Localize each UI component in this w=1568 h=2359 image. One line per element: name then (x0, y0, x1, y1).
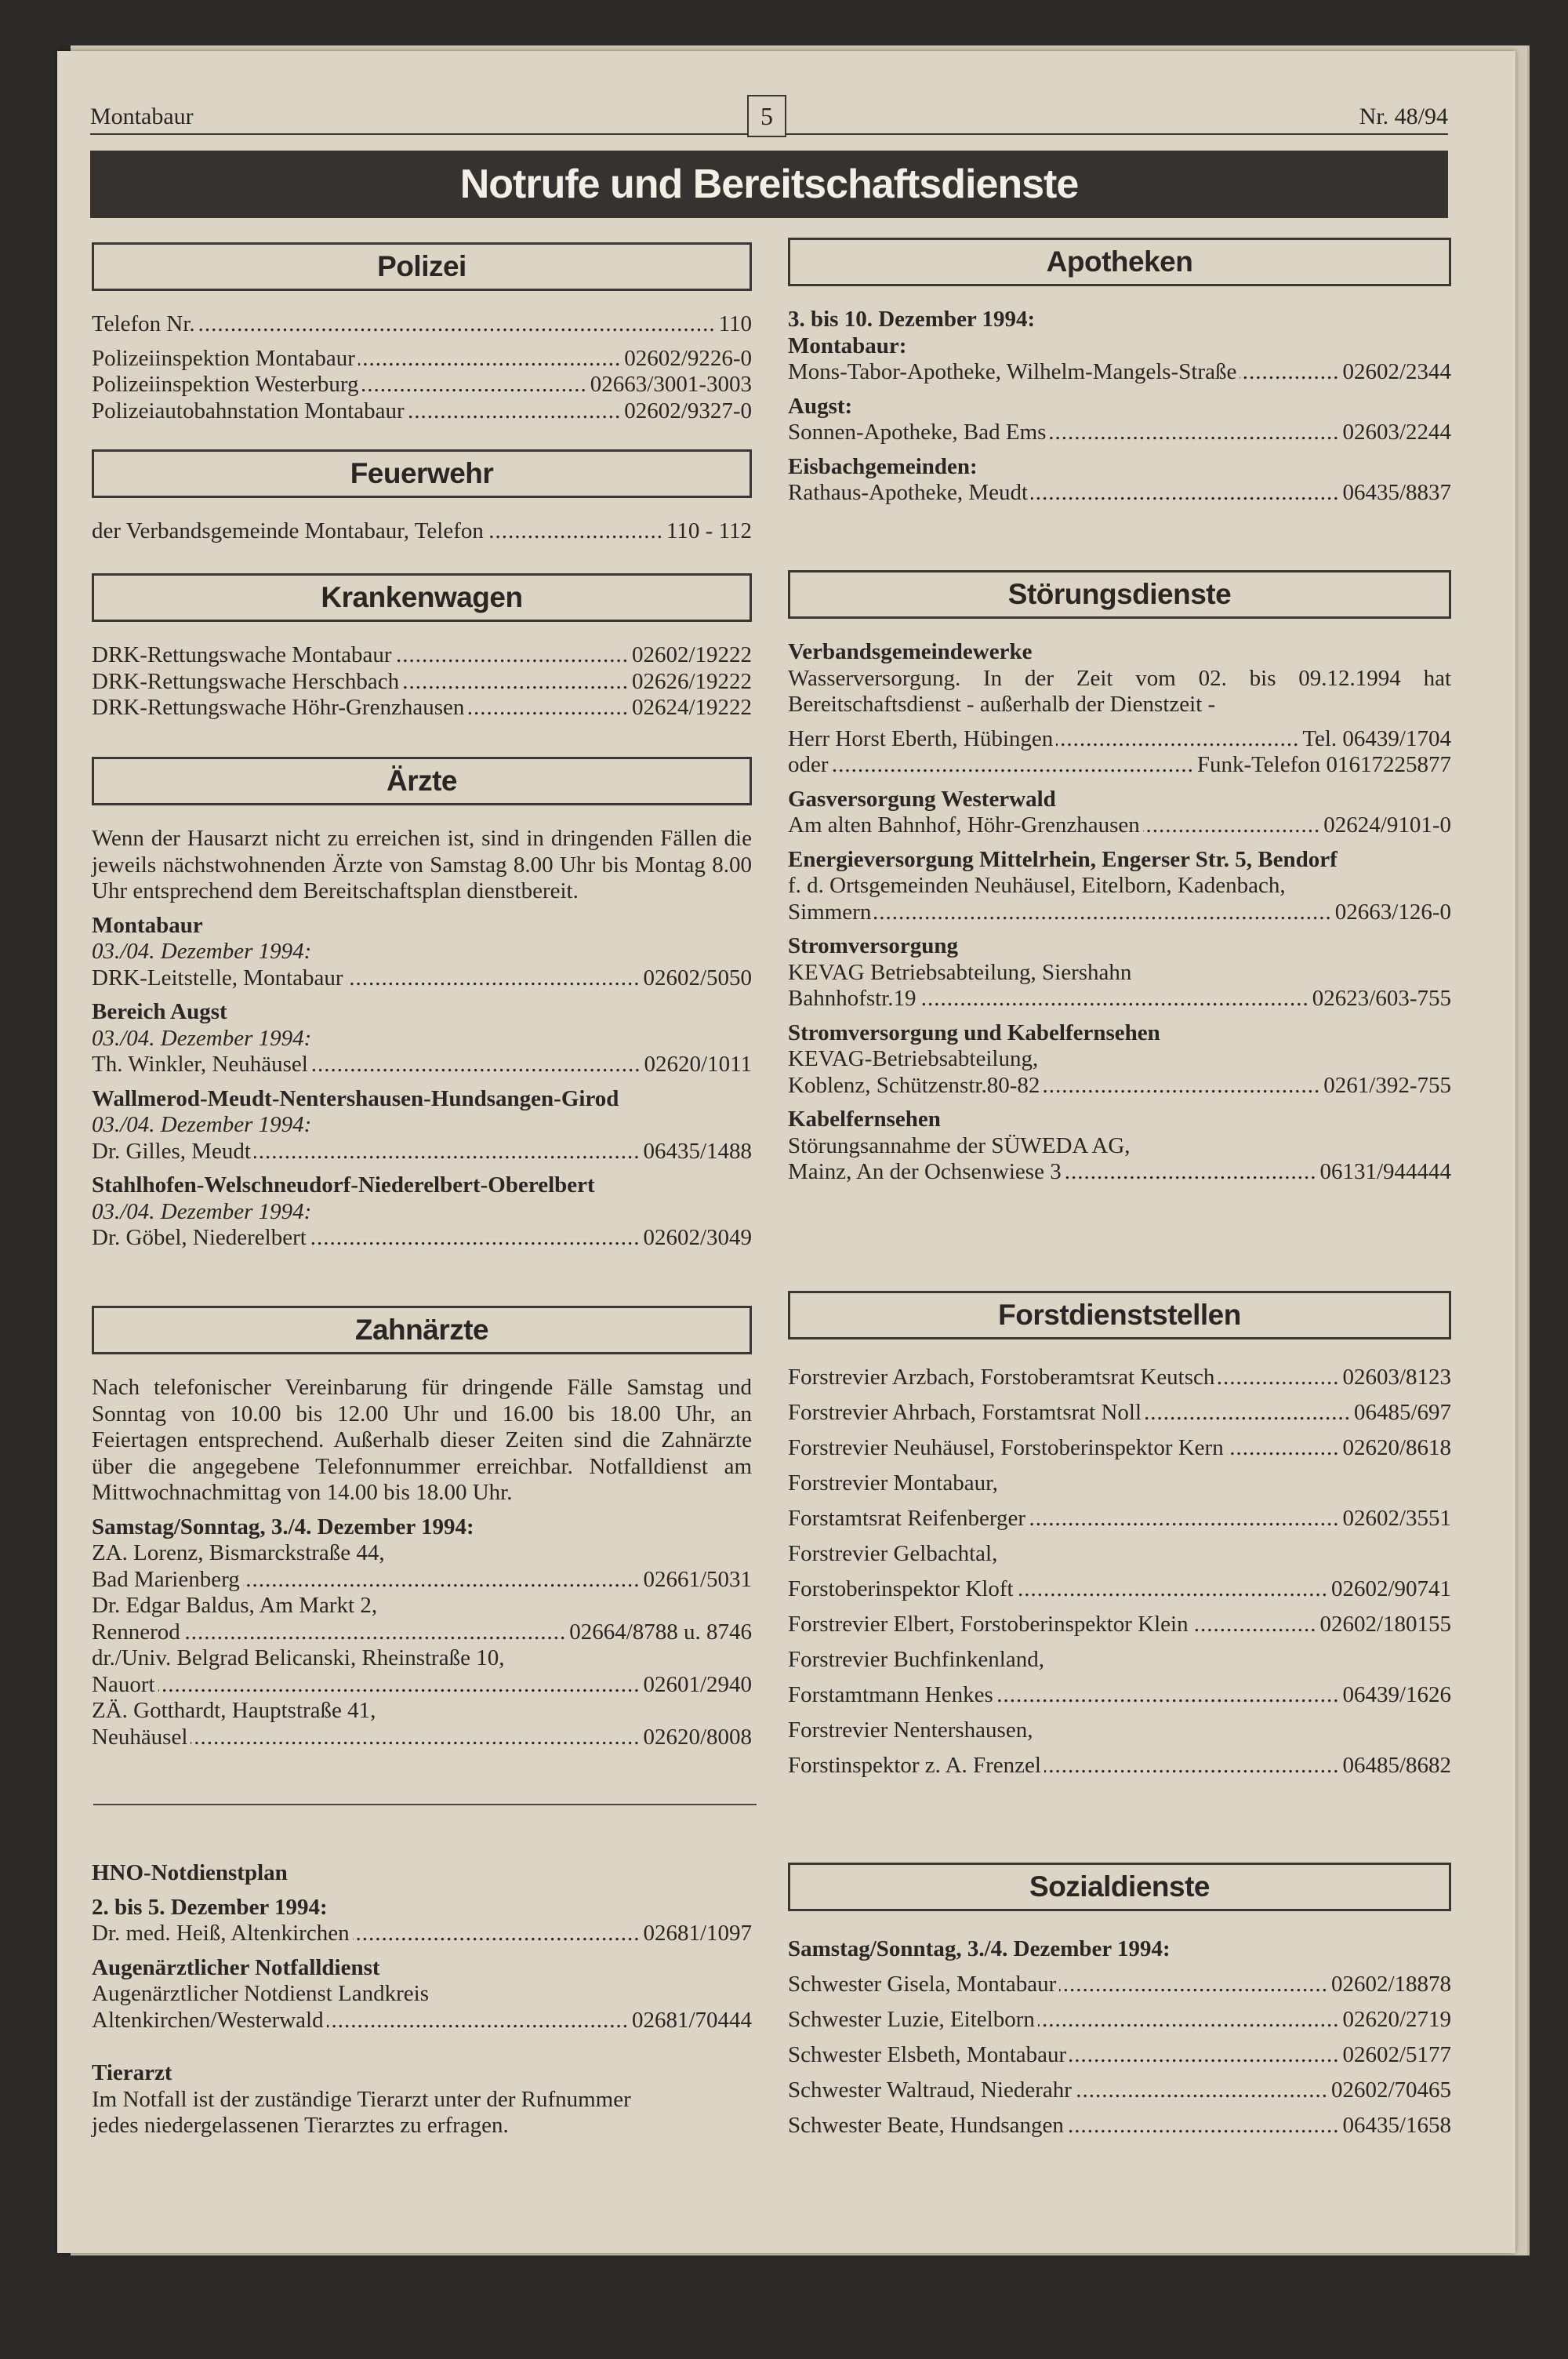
entry-label: Forstrevier Elbert, Forstoberinspektor Klein (788, 1612, 1189, 1637)
entry-label: Forstamtsrat Reifenberger (788, 1506, 1026, 1531)
directory-entry (788, 1967, 1451, 2002)
section-heading: Krankenwagen (92, 573, 752, 622)
dot-leader (327, 2008, 629, 2034)
directory-entry (92, 1225, 752, 1252)
entry-label: Simmern (788, 899, 872, 925)
phone-number: 02602/5177 (1342, 2042, 1451, 2067)
dot-leader (358, 346, 621, 373)
dot-leader (1029, 1501, 1339, 1536)
entry-label: Forstinspektor z. A. Frenzel (788, 1753, 1041, 1778)
phone-number: 06131/944444 (1319, 1159, 1451, 1184)
directory-entry (92, 1921, 752, 1947)
text-line: Forstrevier Gelbachtal, (788, 1541, 998, 1566)
phone-number: 06485/697 (1353, 1400, 1451, 1425)
dot-leader (158, 1672, 641, 1699)
dot-leader (408, 398, 622, 425)
dot-leader (1143, 812, 1321, 839)
dot-leader (191, 1725, 640, 1751)
subheading: Stromversorgung (788, 933, 958, 958)
dot-leader (996, 1677, 1340, 1713)
phone-number: 02624/19222 (631, 695, 752, 720)
section-feuerwehr (92, 449, 752, 545)
section-heading: Ärzte (92, 757, 752, 805)
directory-entry (92, 518, 752, 545)
entry-label: Polizeiinspektion Westerburg (92, 372, 359, 397)
entry-label: Schwester Elsbeth, Montabaur (788, 2042, 1067, 2067)
dot-leader (467, 695, 629, 722)
section-heading: Zahnärzte (92, 1306, 752, 1354)
phone-number: 110 (718, 311, 752, 336)
section-rzte (92, 757, 752, 1252)
dot-leader (1044, 1748, 1339, 1783)
entry-label: Altenkirchen/Westerwald (92, 2007, 324, 2033)
section-misc (92, 1860, 752, 2139)
entry-label: Bad Marienberg (92, 1566, 240, 1592)
entry-label: Bahnhofstr.19 (788, 986, 916, 1011)
subheading: 3. bis 10. Dezember 1994: (788, 307, 1036, 332)
paragraph: Wasserversorgung. In der Zeit vom 02. bis 09.12.1994 hat Bereitschaftsdienst - außerhalb der Dienstzeit - (788, 665, 1451, 717)
subheading: Montabaur: (788, 333, 907, 358)
directory-entry (92, 372, 752, 398)
phone-number: 02620/8618 (1342, 1435, 1451, 1460)
entry-label: Schwester Luzie, Eitelborn (788, 2007, 1035, 2032)
directory-entry (92, 965, 752, 992)
subheading: 2. bis 5. Dezember 1994: (92, 1894, 328, 1920)
text-line: Im Notfall ist der zuständige Tierarzt unter der Rufnummer (92, 2086, 631, 2112)
text-line: Forstrevier Buchfinkenland, (788, 1647, 1044, 1672)
dot-leader (1192, 1607, 1317, 1642)
phone-number: 02620/2719 (1342, 2007, 1451, 2032)
phone-number: 02602/70465 (1330, 2077, 1451, 2103)
section-zahnrzte (92, 1306, 752, 1750)
phone-number: 02602/19222 (631, 642, 752, 667)
directory-entry (788, 1572, 1451, 1607)
directory-entry (788, 900, 1451, 926)
dot-leader (1067, 2108, 1340, 2143)
dot-leader (362, 372, 587, 398)
entry-label: Rennerod (92, 1619, 180, 1645)
page-title: Notrufe und Bereitschaftsdienste (90, 151, 1448, 218)
dot-leader (183, 1619, 566, 1646)
entry-label: Koblenz, Schützenstr.80-82 (788, 1072, 1040, 1098)
entry-label: Mons-Tabor-Apotheke, Wilhelm-Mangels-Straße (788, 359, 1237, 384)
dot-leader (1075, 2073, 1328, 2108)
entry-label: der Verbandsgemeinde Montabaur, Telefon (92, 518, 484, 543)
text-line: KEVAG Betriebsabteilung, Siershahn (788, 959, 1132, 985)
subheading: Energieversorgung Mittelrhein, Engerser Str. 5, Bendorf (788, 846, 1338, 872)
entry-label: Dr. med. Heiß, Altenkirchen (92, 1921, 350, 1946)
entry-label: Schwester Waltraud, Niederahr (788, 2077, 1072, 2103)
entry-label: Forstrevier Ahrbach, Forstamtsrat Noll (788, 1400, 1142, 1425)
phone-number: 02602/3049 (643, 1225, 752, 1250)
directory-entry (788, 1677, 1451, 1713)
phone-number: 02681/1097 (643, 1921, 752, 1946)
text-line: Forstrevier Nentershausen, (788, 1717, 1033, 1743)
dot-leader (1240, 359, 1339, 386)
directory-entry (788, 1073, 1451, 1100)
text-line: ZÄ. Gotthardt, Hauptstraße 41, (92, 1698, 376, 1723)
subheading: Augenärztlicher Notfalldienst (92, 1954, 380, 1980)
directory-entry (788, 1159, 1451, 1186)
phone-number: 02602/5050 (643, 965, 752, 990)
section-heading: Störungsdienste (788, 570, 1451, 619)
entry-label: Mainz, An der Ochsenwiese 3 (788, 1159, 1062, 1184)
dot-leader (487, 518, 663, 545)
entry-label: Forstrevier Arzbach, Forstoberamtsrat Keutsch (788, 1365, 1215, 1390)
subheading: Kabelfernsehen (788, 1107, 941, 1132)
directory-entry (92, 642, 752, 669)
dot-leader (874, 900, 1331, 926)
date-line: 03./04. Dezember 1994: (92, 1198, 312, 1224)
section-polizei (92, 242, 752, 424)
dot-leader (254, 1139, 640, 1165)
directory-entry (788, 2108, 1451, 2143)
directory-entry (788, 2037, 1451, 2073)
directory-entry (788, 726, 1451, 753)
entry-label: Forstoberinspektor Kloft (788, 1576, 1014, 1601)
section-heading: Apotheken (788, 238, 1451, 286)
section-forstdienststellen (788, 1291, 1451, 1783)
directory-entry (788, 1395, 1451, 1430)
entry-label: Schwester Gisela, Montabaur (788, 1972, 1057, 1997)
entry-label: Herr Horst Eberth, Hübingen (788, 725, 1054, 751)
dot-leader (402, 669, 629, 696)
phone-number: 02663/3001-3003 (590, 372, 752, 397)
phone-number: 02601/2940 (643, 1671, 752, 1697)
page-number: 5 (747, 95, 786, 137)
phone-number: 06485/8682 (1342, 1753, 1451, 1778)
subheading: Verbandsgemeindewerke (788, 639, 1033, 664)
directory-entry (788, 480, 1451, 507)
dot-leader (832, 752, 1194, 779)
phone-number: 02626/19222 (631, 668, 752, 694)
entry-label: Forstrevier Neuhäusel, Forstoberinspektor Kern (788, 1435, 1224, 1460)
entry-label: Telefon Nr. (92, 311, 195, 336)
text-line: Dr. Edgar Baldus, Am Markt 2, (92, 1593, 378, 1618)
phone-number: 02620/8008 (643, 1724, 752, 1750)
entry-label: oder (788, 752, 829, 777)
phone-number: 06435/1488 (643, 1138, 752, 1164)
phone-number: 02603/2244 (1342, 420, 1451, 445)
section-krankenwagen (92, 573, 752, 722)
paragraph: Nach telefonischer Vereinbarung für dringende Fälle Samstag und Sonntag von 10.00 bis 12.00 Uhr und 16.00 bis 18.00 Uhr, an Feiertagen entsprechend. Außerhalb dieser Zeiten sind die Zahnärzte über die angegebene Telefonnummer erreichbar. Notfalldienst am Mittwochnachmittag von 14.00 bis 18.00 Uhr. (92, 1375, 752, 1505)
subheading: Eisbachgemeinden: (788, 453, 978, 479)
dot-leader (1227, 1430, 1340, 1466)
subheading: Augst: (788, 393, 853, 419)
subheading: Tierarzt (92, 2060, 172, 2085)
text-line: Forstrevier Montabaur, (788, 1470, 998, 1496)
phone-number: 0261/392-755 (1323, 1072, 1451, 1098)
phone-number: 02602/3551 (1342, 1506, 1451, 1531)
section-apotheken (788, 238, 1451, 507)
directory-entry (788, 1748, 1451, 1783)
phone-number: 02681/70444 (631, 2007, 752, 2033)
text-line: ZA. Lorenz, Bismarckstraße 44, (92, 1540, 385, 1565)
text-line: jedes niedergelassenen Tierarztes zu erfragen. (92, 2113, 509, 2138)
subheading: Bereich Augst (92, 999, 227, 1024)
directory-entry (92, 346, 752, 373)
phone-number: 02620/1011 (644, 1052, 752, 1077)
entry-label: Dr. Göbel, Niederelbert (92, 1225, 307, 1250)
column-divider-rule (93, 1804, 757, 1805)
phone-number: 02661/5031 (643, 1566, 752, 1592)
directory-entry (92, 695, 752, 722)
phone-number: 02602/180155 (1319, 1612, 1451, 1637)
dot-leader (243, 1567, 641, 1594)
dot-leader (1145, 1395, 1351, 1430)
entry-label: Dr. Gilles, Meudt (92, 1138, 251, 1164)
header-town: Montabaur (90, 104, 194, 129)
dot-leader (311, 1052, 641, 1078)
subheading: Wallmerod-Meudt-Nentershausen-Hundsangen-Girod (92, 1085, 619, 1111)
entry-label: Polizeiautobahnstation Montabaur (92, 398, 405, 423)
dot-leader (1059, 1967, 1328, 2002)
phone-number: 02664/8788 u. 8746 (569, 1619, 752, 1645)
dot-leader (1038, 2002, 1340, 2037)
entry-label: Sonnen-Apotheke, Bad Ems (788, 420, 1047, 445)
section-heading: Polizei (92, 242, 752, 291)
dot-leader (347, 965, 641, 992)
directory-entry (788, 1430, 1451, 1466)
section-sozialdienste (788, 1863, 1451, 2143)
subheading: HNO-Notdienstplan (92, 1860, 288, 1885)
phone-number: 110 - 112 (666, 518, 752, 543)
text-line: KEVAG-Betriebsabteilung, (788, 1046, 1039, 1071)
directory-entry (788, 2073, 1451, 2108)
phone-number: 06435/1658 (1342, 2113, 1451, 2138)
entry-label: Nauort (92, 1671, 155, 1697)
entry-label: DRK-Rettungswache Herschbach (92, 668, 400, 694)
phone-number: 02603/8123 (1342, 1365, 1451, 1390)
dot-leader (920, 986, 1309, 1012)
phone-number: 06439/1626 (1342, 1682, 1451, 1707)
directory-entry (92, 1139, 752, 1165)
directory-entry (92, 398, 752, 425)
directory-entry (92, 1052, 752, 1078)
directory-entry (788, 1607, 1451, 1642)
dot-leader (1065, 1159, 1317, 1186)
directory-entry (92, 1619, 752, 1646)
directory-entry (92, 1725, 752, 1751)
section-heading: Feuerwehr (92, 449, 752, 498)
entry-label: Neuhäusel (92, 1724, 188, 1750)
section-heading: Forstdienststellen (788, 1291, 1451, 1339)
dot-leader (1049, 420, 1339, 446)
text-line: dr./Univ. Belgrad Belicanski, Rheinstraße 10, (92, 1645, 505, 1670)
directory-entry (92, 311, 752, 338)
phone-number: 02602/9226-0 (624, 345, 752, 371)
phone-number: Tel. 06439/1704 (1302, 725, 1451, 751)
section-strungsdienste (788, 570, 1451, 1186)
directory-entry (788, 752, 1451, 779)
date-line: 03./04. Dezember 1994: (92, 1025, 312, 1051)
dot-leader (1056, 726, 1299, 753)
subheading: Samstag/Sonntag, 3./4. Dezember 1994: (788, 1936, 1171, 1961)
directory-entry (788, 986, 1451, 1012)
directory-entry (788, 1360, 1451, 1395)
entry-label: Rathaus-Apotheke, Meudt (788, 480, 1029, 505)
entry-label: Schwester Beate, Hundsangen (788, 2113, 1064, 2138)
entry-label: Am alten Bahnhof, Höhr-Grenzhausen (788, 812, 1140, 838)
dot-leader (353, 1921, 641, 1947)
dot-leader (1043, 1073, 1320, 1100)
entry-label: Th. Winkler, Neuhäusel (92, 1052, 308, 1077)
directory-entry (92, 669, 752, 696)
phone-number: 02602/90741 (1330, 1576, 1451, 1601)
dot-leader (1031, 480, 1339, 507)
dot-leader (395, 642, 629, 669)
phone-number: 02602/2344 (1342, 359, 1451, 384)
directory-entry (788, 1501, 1451, 1536)
entry-label: DRK-Leitstelle, Montabaur (92, 965, 343, 990)
dot-leader (1218, 1360, 1339, 1395)
phone-number: 02624/9101-0 (1323, 812, 1451, 838)
date-line: 03./04. Dezember 1994: (92, 1112, 312, 1137)
paragraph: Wenn der Hausarzt nicht zu erreichen ist, sind in dringenden Fällen die jeweils nächstwohnenden Ärzte von Samstag 8.00 Uhr bis Montag 8.00 Uhr entsprechend dem Bereitschaftsplan dienstbereit. (92, 826, 752, 903)
text-line: f. d. Ortsgemeinden Neuhäusel, Eitelborn, Kadenbach, (788, 873, 1286, 898)
dot-leader (1069, 2037, 1339, 2073)
phone-number: 02663/126-0 (1334, 899, 1451, 925)
directory-entry (788, 2002, 1451, 2037)
phone-number: 06435/8837 (1342, 480, 1451, 505)
directory-entry (788, 359, 1451, 386)
subheading: Stromversorgung und Kabelfernsehen (788, 1020, 1160, 1045)
entry-label: DRK-Rettungswache Höhr-Grenzhausen (92, 695, 465, 720)
dot-leader (1017, 1572, 1328, 1607)
phone-number: Funk-Telefon 01617225877 (1196, 752, 1451, 777)
dot-leader (198, 311, 716, 338)
section-heading: Sozialdienste (788, 1863, 1451, 1911)
entry-label: Forstamtmann Henkes (788, 1682, 993, 1707)
directory-entry (92, 2008, 752, 2034)
date-line: 03./04. Dezember 1994: (92, 939, 312, 964)
directory-entry (92, 1672, 752, 1699)
subheading: Montabaur (92, 912, 203, 938)
issue-number: Nr. 48/94 (1359, 104, 1448, 129)
phone-number: 02602/18878 (1330, 1972, 1451, 1997)
dot-leader (310, 1225, 641, 1252)
subheading: Stahlhofen-Welschneudorf-Niederelbert-Oberelbert (92, 1172, 595, 1198)
entry-label: Polizeiinspektion Montabaur (92, 345, 355, 371)
subheading: Gasversorgung Westerwald (788, 786, 1056, 812)
directory-entry (92, 1567, 752, 1594)
subheading: Samstag/Sonntag, 3./4. Dezember 1994: (92, 1514, 474, 1539)
phone-number: 02602/9327-0 (624, 398, 752, 423)
directory-entry (788, 420, 1451, 446)
text-line: Augenärztlicher Notdienst Landkreis (92, 1981, 430, 2006)
phone-number: 02623/603-755 (1312, 986, 1451, 1011)
text-line: Störungsannahme der SÜWEDA AG, (788, 1132, 1131, 1158)
directory-entry (788, 812, 1451, 839)
entry-label: DRK-Rettungswache Montabaur (92, 642, 392, 667)
